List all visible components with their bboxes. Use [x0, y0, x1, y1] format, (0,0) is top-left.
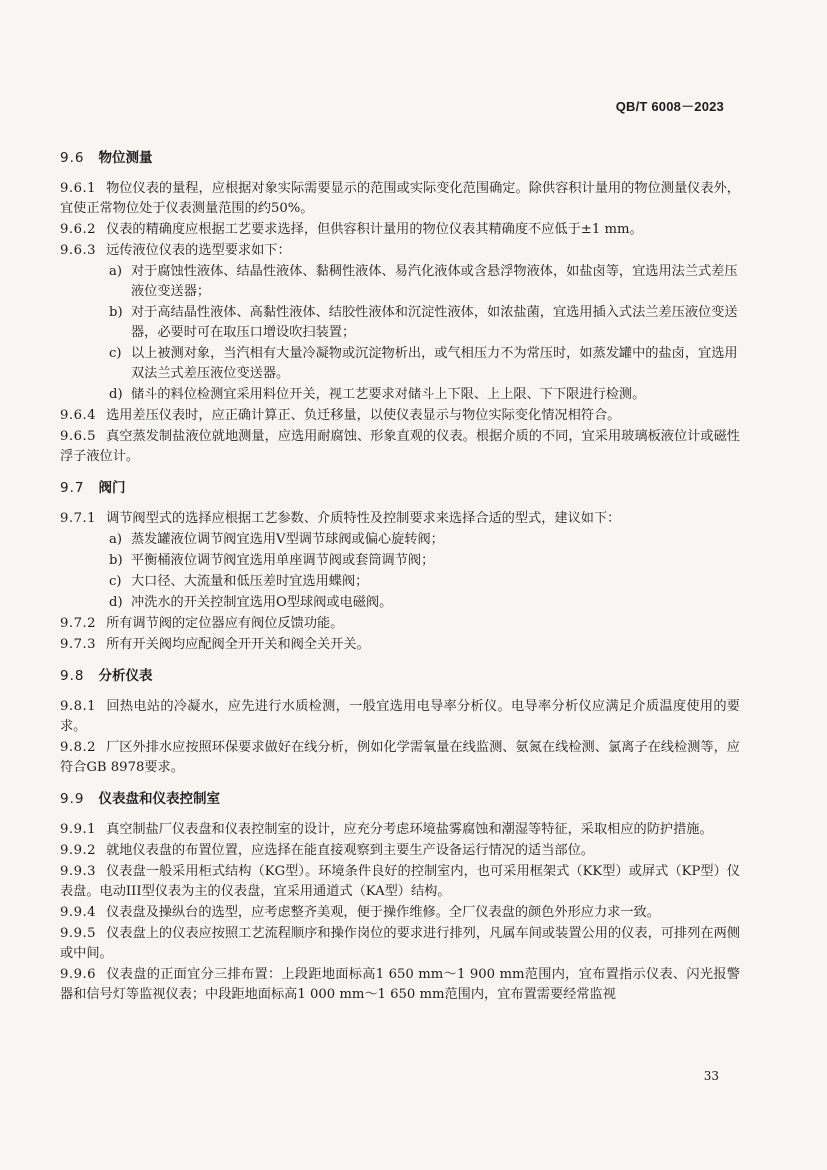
list-item-label: b) [109, 305, 123, 320]
clause-number: 9.9.5 [60, 926, 97, 941]
clause-text: 调节阀型式的选择应根据工艺参数、介质特性及控制要求来选择合适的型式，建议如下： [106, 511, 621, 526]
list-item-label: b) [109, 553, 123, 568]
document-body [60, 141, 740, 1006]
clause-paragraph [60, 427, 740, 467]
clause-text: 仪表盘一般采用柜式结构（KG型）。环境条件良好的控制室内，也可采用框架式（KK型）或屏式（KP型）仪表盘。电动III型仪表为主的仪表盘，宜采用通道式（KA型）结构。 [60, 864, 740, 899]
list-item-label: c) [109, 574, 122, 589]
clause-paragraph [60, 820, 740, 840]
section-heading [60, 666, 740, 686]
clause-paragraph [60, 924, 740, 964]
standard-code: QB/T 6008－2023 [615, 99, 724, 114]
list-item-text: 以上被测对象，当汽相有大量冷凝物或沉淀物析出，或气相压力不为常压时，如蒸发罐中的盐卤，宜选用双法兰式差压液位变送器。 [131, 346, 738, 381]
list-item [60, 262, 740, 302]
clause-paragraph [60, 241, 740, 261]
clause-text: 所有开关阀均应配阀全开开关和阀全关开关。 [106, 637, 370, 652]
clause-number: 9.6.2 [60, 222, 97, 237]
clause-paragraph [60, 179, 740, 219]
clause-paragraph [60, 220, 740, 240]
clause-number: 9.9.2 [60, 843, 97, 858]
clause-paragraph [60, 841, 740, 861]
list-item [60, 303, 740, 343]
clause-text: 仪表盘上的仪表应按照工艺流程顺序和操作岗位的要求进行排列，凡属车间或装置公用的仪表，可排列在两侧或中间。 [60, 926, 740, 961]
list-item-text: 冲洗水的开关控制宜选用O型球阀或电磁阀。 [131, 595, 393, 610]
list-item [60, 572, 740, 592]
section-number: 9.9 [60, 791, 85, 807]
clause-paragraph [60, 697, 740, 737]
list-item-label: c) [109, 346, 122, 361]
clause-number: 9.7.1 [60, 511, 97, 526]
list-item-text: 平衡桶液位调节阀宜选用单座调节阀或套筒调节阀； [131, 553, 435, 568]
section-heading [60, 789, 740, 809]
list-item-text: 对于高结晶性液体、高黏性液体、结胶性液体和沉淀性液体，如浓盐菌，宜选用插入式法兰差压液位变送器，必要时可在取压口增设吹扫装置； [131, 305, 738, 340]
clause-number: 9.7.3 [60, 637, 97, 652]
clause-text: 仪表的精确度应根据工艺要求选择，但供容积计量用的物位仪表其精确度不应低于±1 mm。 [106, 222, 643, 237]
clause-paragraph [60, 406, 740, 426]
clause-text: 所有调节阀的定位器应有阀位反馈功能。 [106, 616, 344, 631]
clause-text: 真空蒸发制盐液位就地测量，应选用耐腐蚀、形象直观的仪表。根据介质的不同，宜采用玻璃板液位计或磁性浮子液位计。 [60, 429, 740, 464]
section-title: 分析仪表 [98, 668, 153, 684]
clause-text: 选用差压仪表时，应正确计算正、负迁移量，以使仪表显示与物位实际变化情况相符合。 [106, 408, 621, 423]
page-number: 33 [703, 1069, 719, 1083]
clause-paragraph [60, 614, 740, 634]
list-item-text: 大口径、大流量和低压差时宜选用蝶阀； [131, 574, 369, 589]
clause-text: 远传液位仪表的选型要求如下： [106, 243, 291, 258]
section-title: 物位测量 [98, 150, 153, 166]
clause-text: 真空制盐厂仪表盘和仪表控制室的设计，应充分考虑环境盐雾腐蚀和潮湿等特征，采取相应的防护措施。 [106, 822, 713, 837]
list-item-text: 蒸发罐液位调节阀宜选用V型调节球阀或偏心旋转阀； [131, 532, 444, 547]
clause-paragraph [60, 509, 740, 529]
list-item-label: d) [109, 595, 123, 610]
section-number: 9.8 [60, 668, 85, 684]
clause-number: 9.6.5 [60, 429, 97, 444]
clause-number: 9.9.4 [60, 905, 97, 920]
section-heading [60, 148, 740, 168]
clause-paragraph [60, 965, 740, 1005]
clause-number: 9.9.3 [60, 864, 97, 879]
list-item-label: a) [109, 532, 123, 547]
clause-number: 9.9.6 [60, 967, 97, 982]
clause-paragraph [60, 738, 740, 778]
list-item-label: d) [109, 387, 123, 402]
clause-paragraph [60, 862, 740, 902]
clause-text: 仪表盘及操纵台的选型，应考虑整齐美观，便于操作维修。全厂仪表盘的颜色外形应力求一致。 [106, 905, 660, 920]
section-title: 仪表盘和仪表控制室 [98, 791, 220, 807]
list-item-label: a) [109, 264, 123, 279]
clause-number: 9.6.4 [60, 408, 97, 423]
clause-text: 物位仪表的量程，应根据对象实际需要显示的范围或实际变化范围确定。除供容积计量用的物位测量仪表外，宜使正常物位处于仪表测量范围的约50%。 [60, 181, 740, 216]
list-item [60, 593, 740, 613]
list-item-text: 对于腐蚀性液体、结晶性液体、黏稠性液体、易汽化液体或含悬浮物液体，如盐卤等，宜选用法兰式差压液位变送器； [131, 264, 738, 299]
clause-text: 仪表盘的正面宜分三排布置：上段距地面标高1 650 mm～1 900 mm范围内，宜布置指示仪表、闪光报警器和信号灯等监视仪表；中段距地面标高1 000 mm～1 650 mm范围内，宜布置需要经常监视 [60, 967, 740, 1002]
clause-number: 9.9.1 [60, 822, 97, 837]
clause-text: 回热电站的冷凝水，应先进行水质检测，一般宜选用电导率分析仪。电导率分析仪应满足介质温度使用的要求。 [60, 699, 740, 734]
clause-paragraph [60, 903, 740, 923]
clause-text: 厂区外排水应按照环保要求做好在线分析，例如化学需氧量在线监测、氨氮在线检测、氯离子在线检测等，应符合GB 8978要求。 [60, 740, 740, 775]
section-title: 阀门 [98, 480, 126, 496]
section-number: 9.6 [60, 150, 85, 166]
list-item [60, 530, 740, 550]
list-item-text: 储斗的料位检测宜采用料位开关，视工艺要求对储斗上下限、上上限、下下限进行检测。 [131, 387, 646, 402]
list-item [60, 385, 740, 405]
clause-number: 9.6.1 [60, 181, 97, 196]
clause-number: 9.8.2 [60, 740, 97, 755]
clause-number: 9.6.3 [60, 243, 97, 258]
section-number: 9.7 [60, 480, 85, 496]
clause-text: 就地仪表盘的布置位置，应选择在能直接观察到主要生产设备运行情况的适当部位。 [106, 843, 594, 858]
clause-paragraph [60, 635, 740, 655]
clause-number: 9.8.1 [60, 699, 97, 714]
clause-number: 9.7.2 [60, 616, 97, 631]
list-item [60, 344, 740, 384]
list-item [60, 551, 740, 571]
section-heading [60, 478, 740, 498]
